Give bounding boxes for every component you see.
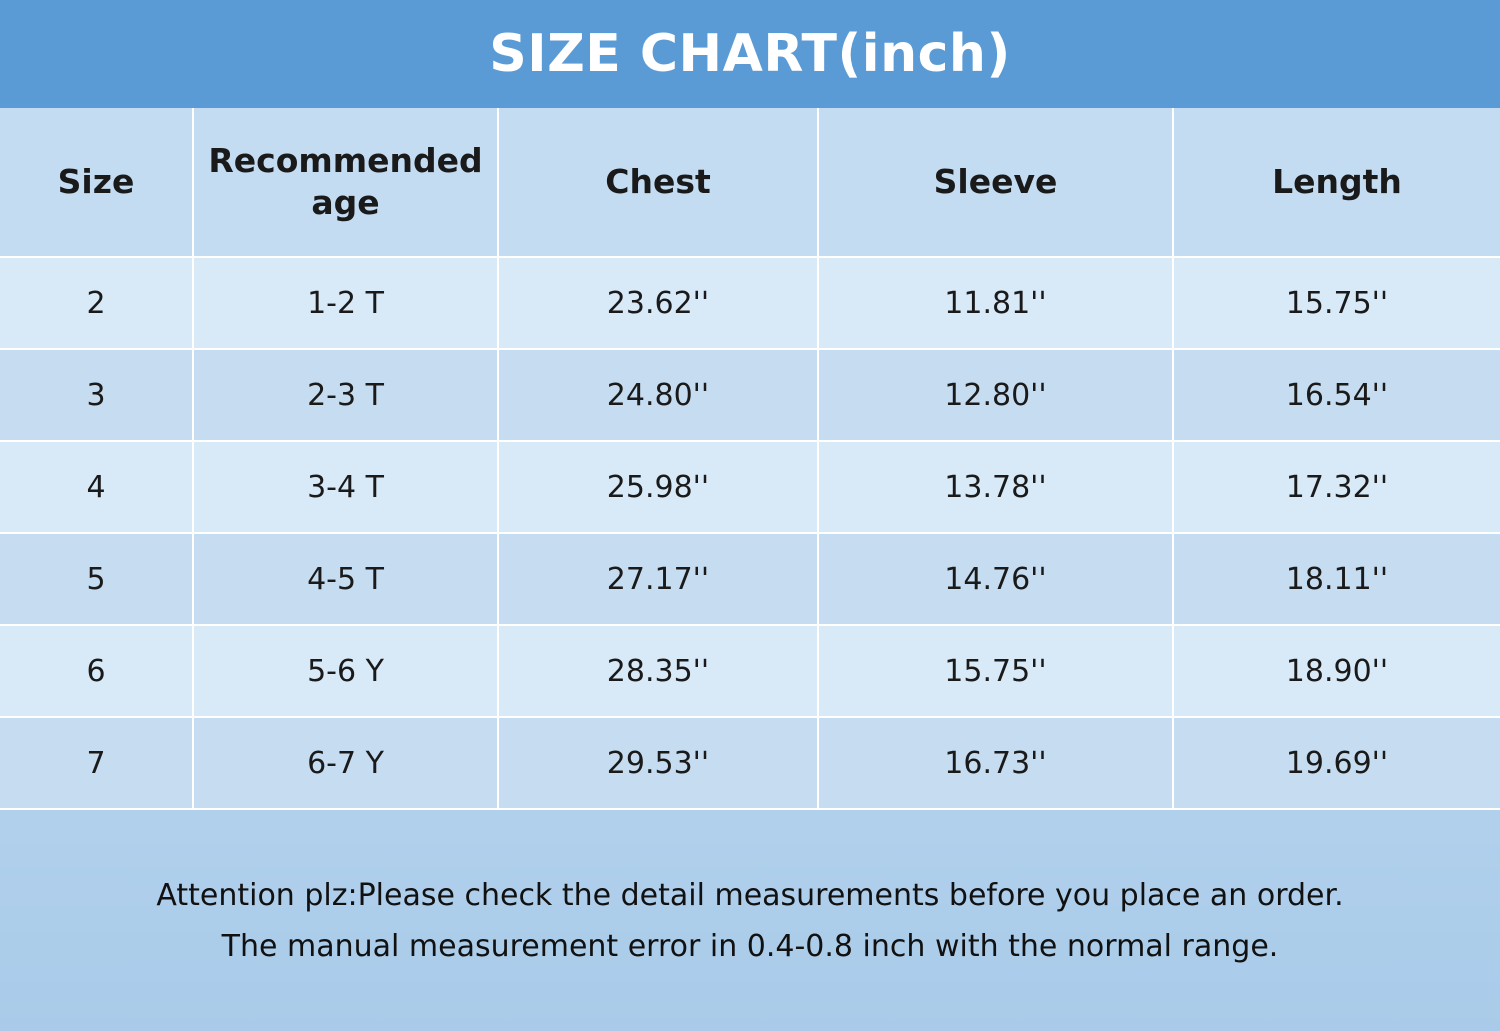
table-row bbox=[0, 533, 1500, 625]
cell-age: 2-3 T bbox=[193, 349, 498, 441]
cell-length: 18.11'' bbox=[1173, 533, 1500, 625]
cell-sleeve: 11.81'' bbox=[818, 257, 1173, 349]
column-header-chest: Chest bbox=[498, 108, 818, 257]
column-header-length: Length bbox=[1173, 108, 1500, 257]
table-header-row bbox=[0, 108, 1500, 257]
cell-sleeve: 12.80'' bbox=[818, 349, 1173, 441]
note-line-1: Attention plz:Please check the detail measurements before you place an order. bbox=[156, 877, 1344, 913]
cell-chest: 24.80'' bbox=[498, 349, 818, 441]
cell-chest: 27.17'' bbox=[498, 533, 818, 625]
chart-title-bar bbox=[0, 0, 1500, 108]
attention-note bbox=[0, 810, 1500, 1031]
cell-length: 16.54'' bbox=[1173, 349, 1500, 441]
cell-age: 1-2 T bbox=[193, 257, 498, 349]
page-title: SIZE CHART(inch) bbox=[489, 24, 1011, 84]
cell-sleeve: 15.75'' bbox=[818, 625, 1173, 717]
cell-sleeve: 14.76'' bbox=[818, 533, 1173, 625]
column-header-sleeve: Sleeve bbox=[818, 108, 1173, 257]
table-row bbox=[0, 625, 1500, 717]
size-chart-table bbox=[0, 108, 1500, 810]
cell-age: 6-7 Y bbox=[193, 717, 498, 809]
column-header-recommended-age: Recommended age bbox=[193, 108, 498, 257]
cell-chest: 23.62'' bbox=[498, 257, 818, 349]
cell-chest: 28.35'' bbox=[498, 625, 818, 717]
cell-size: 3 bbox=[0, 349, 193, 441]
cell-length: 19.69'' bbox=[1173, 717, 1500, 809]
note-line-2: The manual measurement error in 0.4-0.8 inch with the normal range. bbox=[221, 928, 1279, 964]
cell-chest: 29.53'' bbox=[498, 717, 818, 809]
table-row bbox=[0, 441, 1500, 533]
table-row bbox=[0, 717, 1500, 809]
cell-sleeve: 13.78'' bbox=[818, 441, 1173, 533]
cell-size: 5 bbox=[0, 533, 193, 625]
cell-length: 17.32'' bbox=[1173, 441, 1500, 533]
cell-age: 5-6 Y bbox=[193, 625, 498, 717]
column-header-size: Size bbox=[0, 108, 193, 257]
cell-chest: 25.98'' bbox=[498, 441, 818, 533]
cell-age: 4-5 T bbox=[193, 533, 498, 625]
cell-age: 3-4 T bbox=[193, 441, 498, 533]
cell-size: 7 bbox=[0, 717, 193, 809]
table-row bbox=[0, 257, 1500, 349]
cell-size: 2 bbox=[0, 257, 193, 349]
cell-sleeve: 16.73'' bbox=[818, 717, 1173, 809]
cell-length: 18.90'' bbox=[1173, 625, 1500, 717]
cell-size: 4 bbox=[0, 441, 193, 533]
cell-length: 15.75'' bbox=[1173, 257, 1500, 349]
table-row bbox=[0, 349, 1500, 441]
cell-size: 6 bbox=[0, 625, 193, 717]
